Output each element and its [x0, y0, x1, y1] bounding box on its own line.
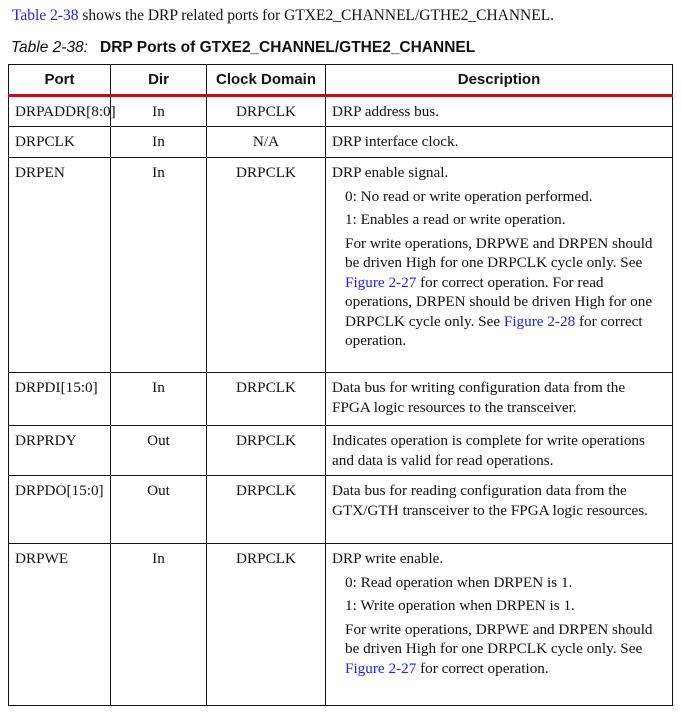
cell-port: DRPWE — [9, 544, 111, 706]
note-text: For write operations, DRPWE and DRPEN should be driven High for one DRPCLK cycle only. See — [345, 234, 653, 271]
cell-clock: DRPCLK — [207, 426, 326, 476]
cell-dir: In — [111, 127, 207, 158]
description-item: 1: Enables a read or write operation. — [345, 211, 566, 228]
cell-port: DRPCLK — [9, 127, 111, 158]
cell-port: DRPDI[15:0] — [9, 373, 111, 426]
header-clock-domain: Clock Domain — [207, 65, 326, 96]
table-row — [9, 476, 673, 544]
intro-paragraph — [12, 6, 554, 26]
table-row — [9, 158, 673, 373]
table-row — [9, 96, 673, 127]
cell-dir: Out — [111, 426, 207, 476]
cell-description: DRP address bus. — [326, 96, 673, 127]
cell-description: Data bus for reading configuration data from the GTX/GTH transceiver to the FPGA logic resources. — [326, 476, 673, 544]
header-description: Description — [326, 65, 673, 96]
table-row — [9, 544, 673, 706]
cell-dir: In — [111, 96, 207, 127]
cell-clock: DRPCLK — [207, 544, 326, 706]
cell-port: DRPDO[15:0] — [9, 476, 111, 544]
description-note — [332, 234, 666, 351]
header-dir: Dir — [111, 65, 207, 96]
cell-clock: N/A — [207, 127, 326, 158]
note-text: for correct operation. For read operations, DRPEN should be driven High for one DRPCLK cycle only. See — [345, 273, 653, 330]
figure-link[interactable]: Figure 2-27 — [345, 273, 417, 291]
intro-text: shows the DRP related ports for GTXE2_CHANNEL/GTHE2_CHANNEL. — [78, 7, 555, 24]
table-row — [9, 426, 673, 476]
description-lead: DRP write enable. — [332, 550, 444, 567]
description-lead: DRP enable signal. — [332, 164, 449, 181]
cell-description: DRP interface clock. — [326, 127, 673, 158]
cell-clock: DRPCLK — [207, 476, 326, 544]
cell-dir: In — [111, 158, 207, 373]
cell-dir: In — [111, 544, 207, 706]
table-caption — [11, 38, 475, 58]
cell-description: Indicates operation is complete for write operations and data is valid for read operations. — [326, 426, 673, 476]
note-text: for correct operation. — [416, 659, 549, 677]
note-text: for correct operation. — [345, 312, 643, 349]
description-item: 0: Read operation when DRPEN is 1. — [345, 573, 573, 591]
cell-port: DRPRDY — [9, 426, 111, 476]
cell-clock: DRPCLK — [207, 158, 326, 373]
cell-dir: In — [111, 373, 207, 426]
figure-link[interactable]: Figure 2-27 — [345, 659, 417, 677]
table-row — [9, 127, 673, 158]
table-header-row — [9, 65, 673, 96]
cell-description — [326, 544, 673, 706]
figure-link[interactable]: Figure 2-28 — [503, 312, 576, 330]
cell-clock: DRPCLK — [207, 373, 326, 426]
description-note — [332, 620, 666, 679]
note-text: For write operations, DRPWE and DRPEN should be driven High for one DRPCLK cycle only. See — [345, 620, 653, 657]
description-item: 0: No read or write operation performed. — [345, 187, 593, 205]
cell-dir: Out — [111, 476, 207, 544]
cell-port: DRPADDR[8:0] — [9, 96, 111, 127]
caption-number: Table 2-38: — [11, 39, 88, 56]
header-port: Port — [9, 65, 111, 96]
table-reference-link[interactable]: Table 2-38 — [12, 7, 79, 24]
cell-description — [326, 158, 673, 373]
table-row — [9, 373, 673, 426]
cell-clock: DRPCLK — [207, 96, 326, 127]
description-item: 1: Write operation when DRPEN is 1. — [345, 597, 575, 614]
cell-description: Data bus for writing configuration data from the FPGA logic resources to the transceiver. — [326, 373, 673, 426]
cell-port: DRPEN — [9, 158, 111, 373]
drp-ports-table — [8, 64, 673, 706]
caption-title: DRP Ports of GTXE2_CHANNEL/GTHE2_CHANNEL — [100, 39, 476, 56]
